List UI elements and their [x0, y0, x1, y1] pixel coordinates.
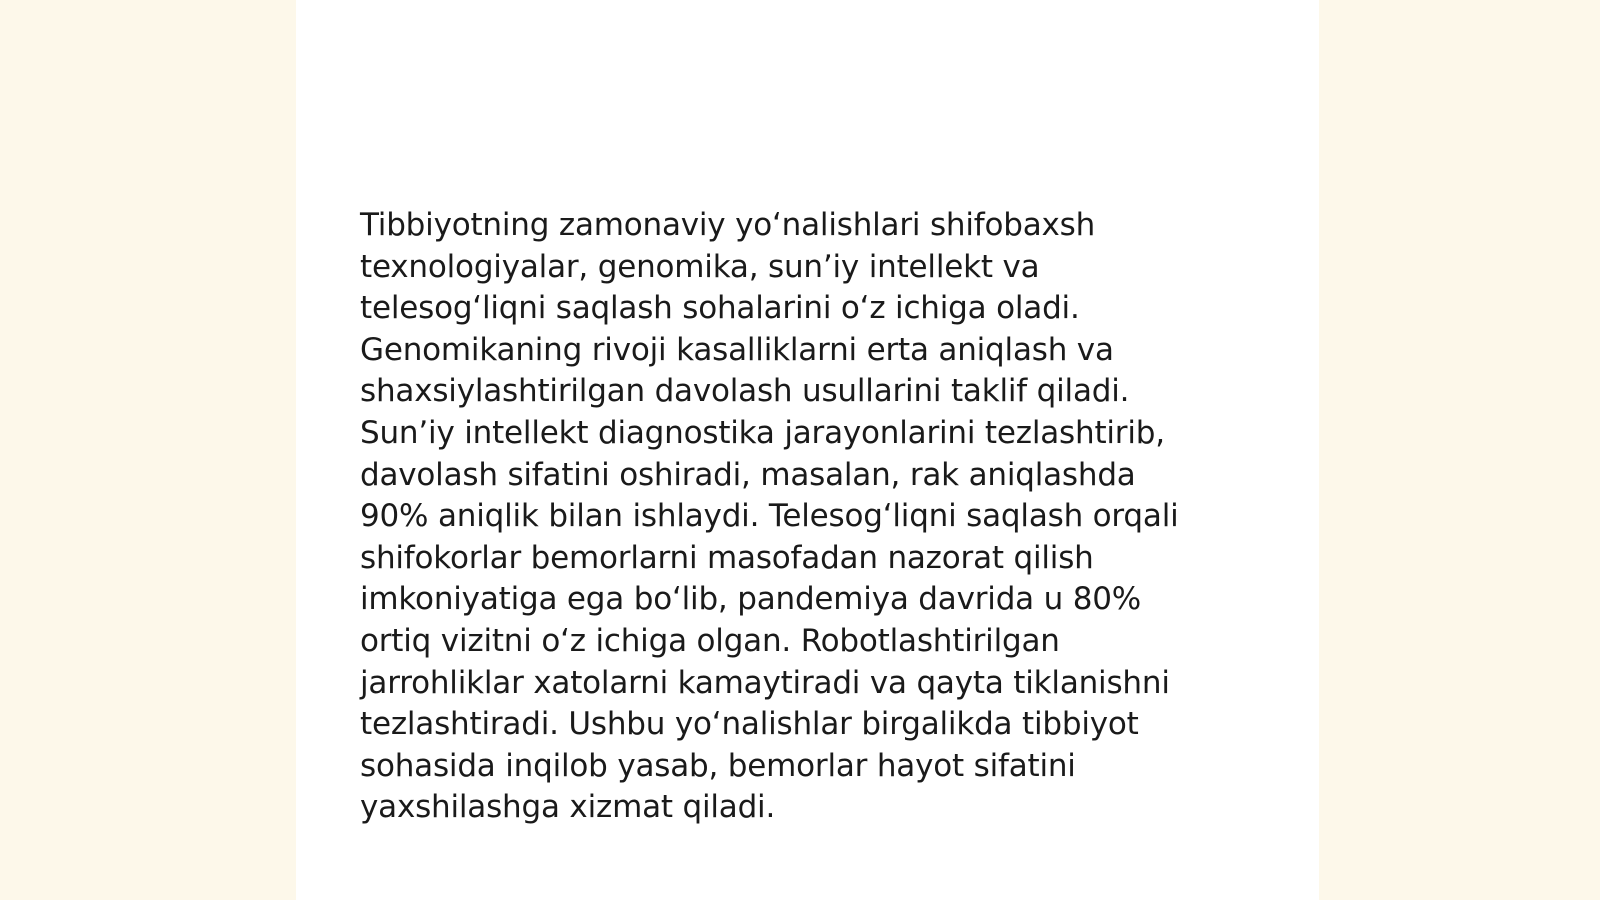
text-line: tezlashtiradi. Ushbu yoʻnalishlar birgalikda tibbiyot [360, 706, 1139, 743]
text-line: ortiq vizitni oʻz ichiga olgan. Robotlashtirilgan [360, 622, 1060, 659]
slide [296, 0, 1319, 900]
text-line: telesogʻliqni saqlash sohalarini oʻz ichiga oladi. [360, 290, 1080, 327]
text-line: davolash sifatini oshiradi, masalan, rak aniqlashda [360, 456, 1136, 493]
text-line: shifokorlar bemorlarni masofadan nazorat qilish [360, 539, 1094, 576]
text-line: shaxsiylashtirilgan davolash usullarini taklif qiladi. [360, 373, 1130, 410]
text-line: imkoniyatiga ega boʻlib, pandemiya davrida u 80% [360, 581, 1142, 618]
text-line: 90% aniqlik bilan ishlaydi. Telesogʻliqni saqlash orqali [360, 498, 1179, 535]
text-line: texnologiyalar, genomika, sun’iy intellekt va [360, 248, 1040, 285]
text-line: Genomikaning rivoji kasalliklarni erta aniqlash va [360, 331, 1114, 368]
slide-body-text [360, 205, 1260, 829]
text-line: jarrohliklar xatolarni kamaytiradi va qayta tiklanishni [360, 664, 1170, 701]
text-line: Tibbiyotning zamonaviy yoʻnalishlari shifobaxsh [360, 207, 1096, 243]
text-line: yaxshilashga xizmat qiladi. [360, 789, 776, 826]
text-line: Sun’iy intellekt diagnostika jarayonlarini tezlashtirib, [360, 414, 1165, 451]
text-line: sohasida inqilob yasab, bemorlar hayot sifatini [360, 747, 1076, 784]
